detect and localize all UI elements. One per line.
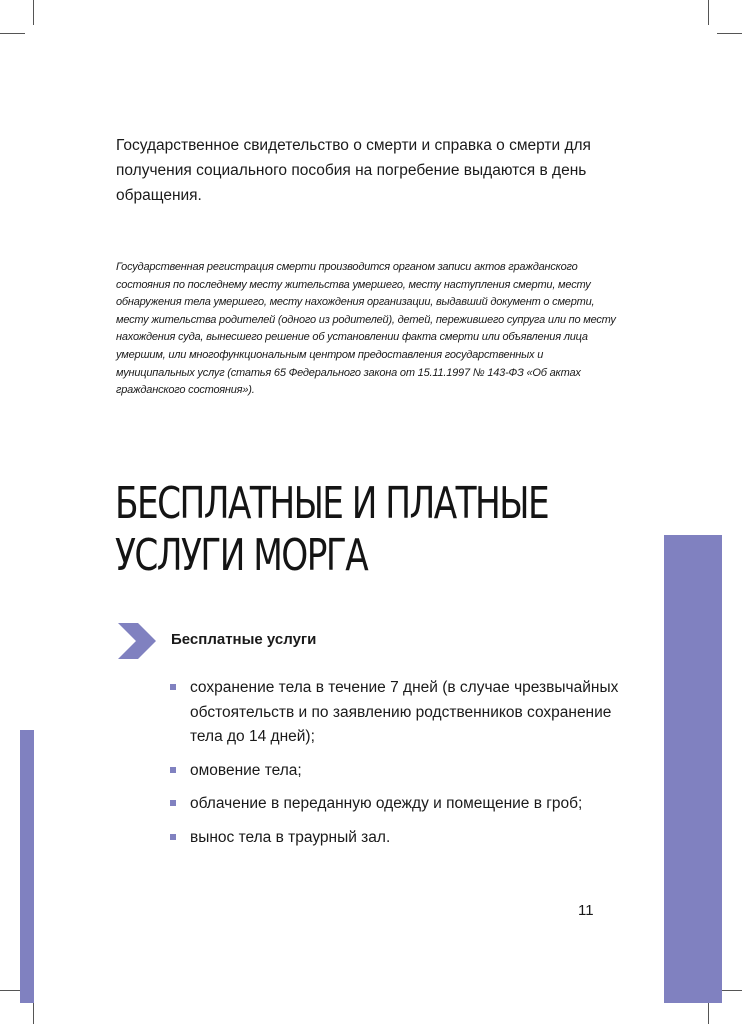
legal-note: Государственная регистрация смерти производится органом записи актов гражданского состояния по последнему месту жительства умершего, месту наступления смерти, месту обнаружения тела умершего, месту нахождения организации, выдавший документ о смерти, месту жительства родителей (одного из родителей), детей, пережившего супруга или по месту нахождения суда, вынесшего решение об установлении факта смерти или объявления лица умершим, или многофункциональным центром предоставления государственных и муниципальных услуг (статья 65 Федерального закона от 15.11.1997 № 143-ФЗ «Об актах гражданского состояния»). — [116, 261, 616, 397]
crop-mark — [33, 1000, 34, 1024]
list-item-text: вынос тела в траурный зал. — [190, 828, 391, 846]
list-item — [170, 676, 620, 750]
page-number: 11 — [578, 902, 594, 919]
list-item-text: сохранение тела в течение 7 дней (в случае чрезвычайных обстоятельств и по заявлению родственников сохранение тела до 14 дней); — [190, 679, 619, 745]
section-title: Бесплатные услуги — [171, 631, 317, 648]
list-item — [170, 826, 620, 851]
list-item-text: облачение в переданную одежду и помещение в гроб; — [190, 795, 583, 812]
page-title-line-2: УСЛУГИ МОРГА — [115, 530, 368, 581]
page-title — [115, 478, 614, 582]
bullet-icon — [170, 800, 176, 806]
decorative-bar-left — [20, 730, 34, 1003]
crop-mark — [717, 33, 742, 34]
crop-mark — [33, 0, 34, 25]
bullet-icon — [170, 834, 176, 840]
services-list — [170, 676, 620, 859]
page-title-line-1: БЕСПЛАТНЫЕ И ПЛАТНЫЕ — [115, 478, 549, 529]
list-item-text: омовение тела; — [190, 761, 302, 779]
decorative-bar-right — [664, 535, 722, 1003]
bullet-icon — [170, 684, 176, 690]
crop-mark — [0, 33, 25, 34]
intro-paragraph: Государственное свидетельство о смерти и справка о смерти для получения социального пособия на погребение выдаются в день обращения. — [116, 137, 591, 204]
list-item — [170, 759, 620, 784]
list-item — [170, 792, 620, 817]
bullet-icon — [170, 767, 176, 773]
chevron-right-icon — [116, 621, 156, 661]
crop-mark — [708, 0, 709, 25]
crop-mark — [708, 1000, 709, 1024]
